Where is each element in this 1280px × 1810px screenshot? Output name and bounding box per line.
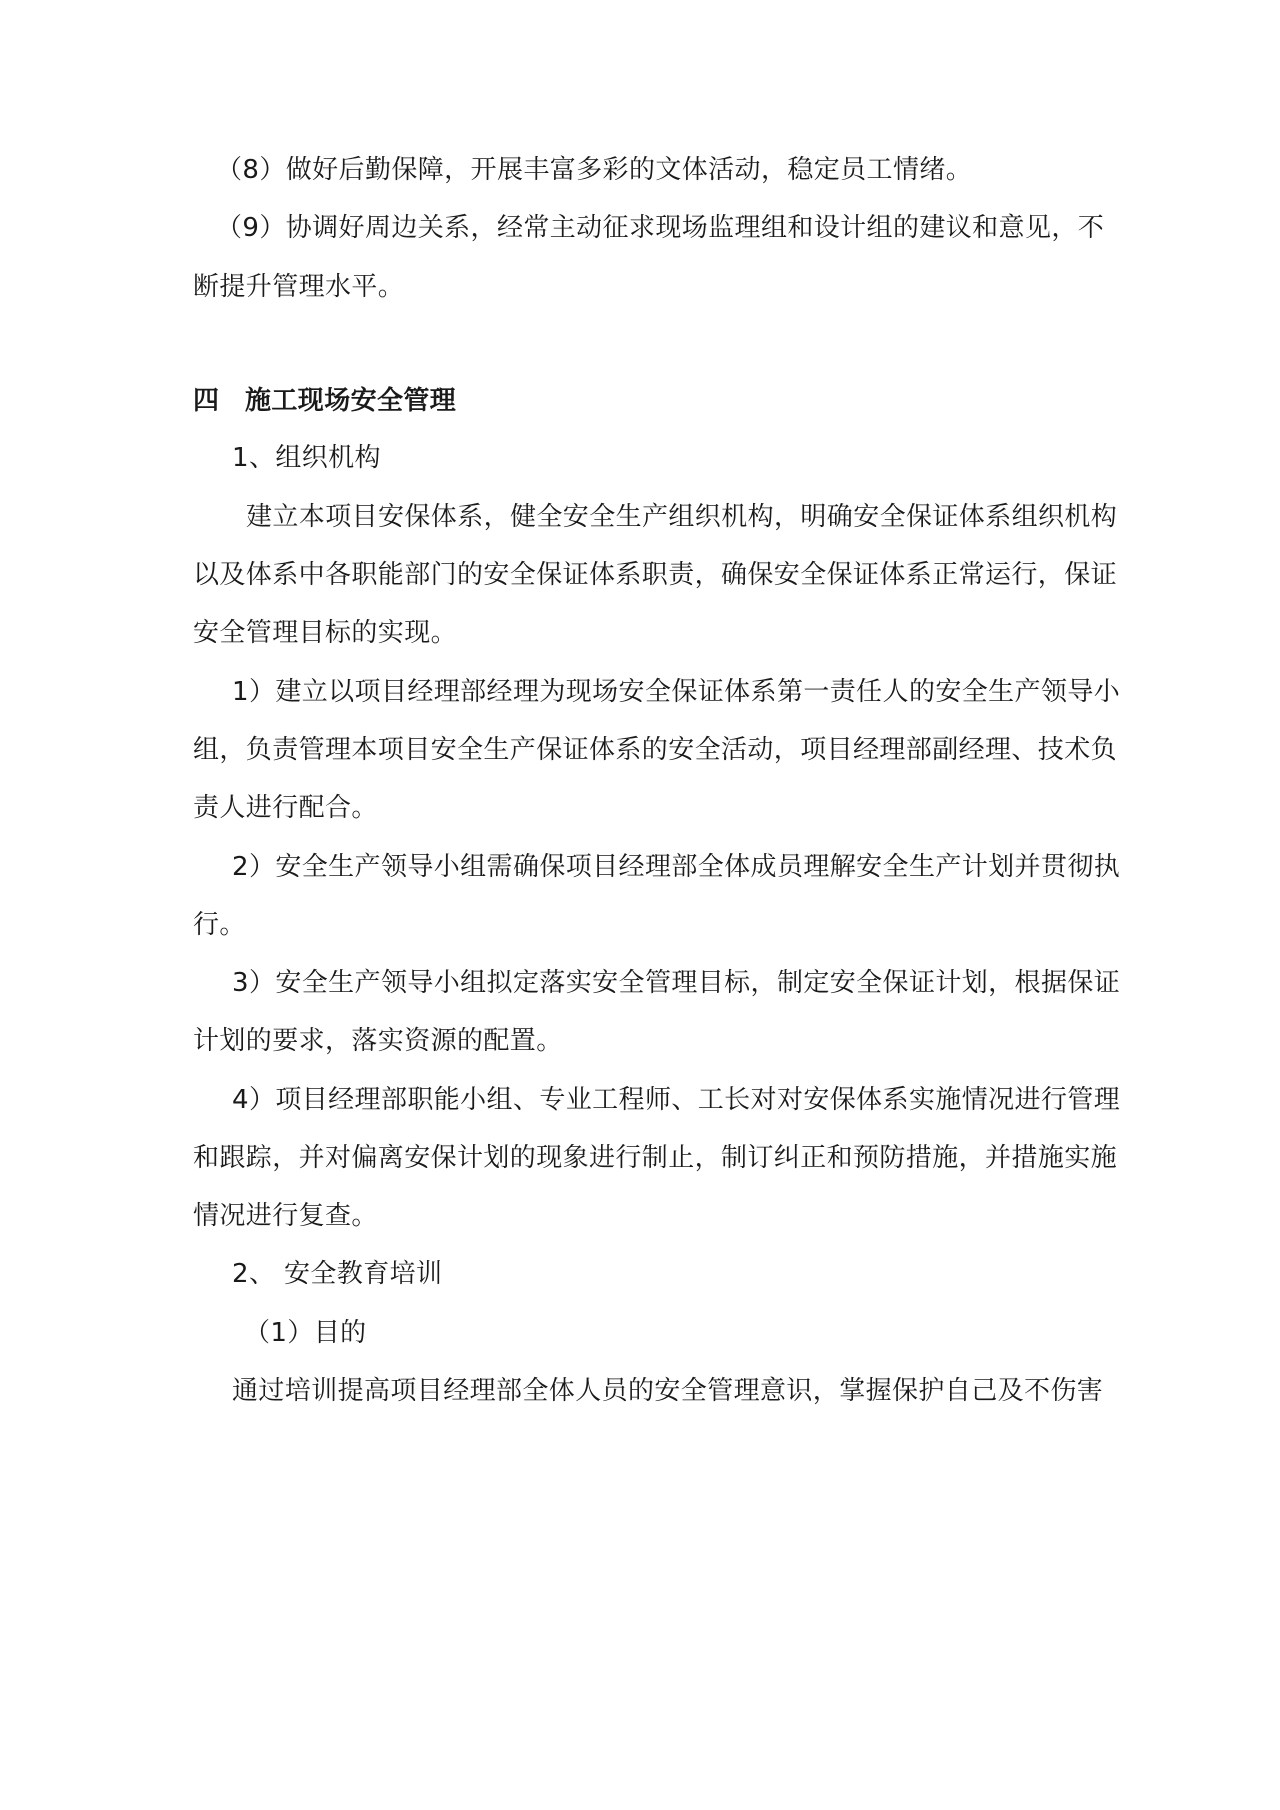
paragraph-line: 安全管理目标的实现。	[193, 618, 458, 648]
paragraph-line: 1）建立以项目经理部经理为现场安全保证体系第一责任人的安全生产领导小	[232, 677, 1121, 707]
section-heading	[193, 384, 456, 418]
paragraph-line: 以及体系中各职能部门的安全保证体系职责，确保安全保证体系正常运行，保证	[193, 560, 1118, 590]
paragraph-line: 通过培训提高项目经理部全体人员的安全管理意识，掌握保护自己及不伤害	[232, 1376, 1104, 1406]
paragraph-line: （9）协调好周边关系，经常主动征求现场监理组和设计组的建议和意见，不	[216, 213, 1105, 243]
section-heading-title: 施工现场安全管理	[245, 386, 457, 416]
paragraph-line: 3）安全生产领导小组拟定落实安全管理目标，制定安全保证计划，根据保证	[232, 968, 1121, 998]
paragraph-line: 情况进行复查。	[193, 1201, 378, 1231]
paragraph-line: 计划的要求，落实资源的配置。	[193, 1026, 563, 1056]
subsection-heading: 1、组织机构	[232, 443, 381, 473]
paragraph-line: 4）项目经理部职能小组、专业工程师、工长对对安保体系实施情况进行管理	[232, 1085, 1121, 1115]
paragraph-line: 组，负责管理本项目安全生产保证体系的安全活动，项目经理部副经理、技术负	[193, 735, 1118, 765]
paragraph-line: 建立本项目安保体系，健全安全生产组织机构，明确安全保证体系组织机构	[246, 502, 1118, 532]
paragraph-line: 行。	[193, 910, 246, 940]
section-heading-number: 四	[193, 386, 220, 416]
subsection-heading: 2、 安全教育培训	[232, 1259, 443, 1289]
paragraph-line: 断提升管理水平。	[193, 272, 405, 302]
paragraph-line: （8）做好后勤保障，开展丰富多彩的文体活动，稳定员工情绪。	[216, 155, 973, 185]
paragraph-line: （1）目的	[244, 1318, 367, 1348]
paragraph-line: 2）安全生产领导小组需确保项目经理部全体成员理解安全生产计划并贯彻执	[232, 852, 1121, 882]
paragraph-line: 责人进行配合。	[193, 793, 378, 823]
paragraph-line: 和跟踪，并对偏离安保计划的现象进行制止，制订纠正和预防措施，并措施实施	[193, 1143, 1118, 1173]
